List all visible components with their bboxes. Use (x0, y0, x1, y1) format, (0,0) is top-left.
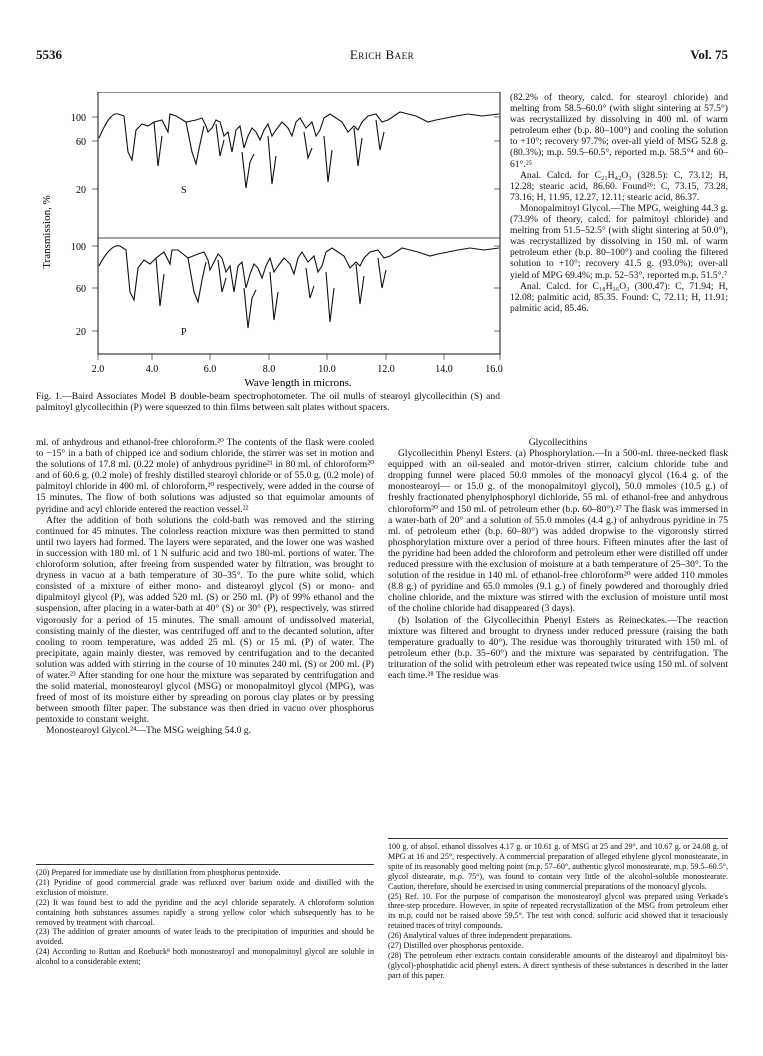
section-heading: Glycollecithins (528, 437, 588, 448)
running-header (36, 47, 728, 63)
footnote-rule-right (388, 838, 728, 839)
x-tick-10: 10.0 (318, 364, 336, 375)
y-tick-top-20: 20 (76, 185, 86, 196)
paragraph: (82.2% of theory, calcd. for stearoyl chloride) and melting from 58.5–60.0° (with slight sintering at 57.5°) was recrystallized by dissolving in 400 ml. of warm petroleum ether (b.p. 80–100°) and cooling the solution to +10°; recovery 97.7%; over-all yield of MSG 52.8 g. (80.3%); m.p. 59.5–60.5°, reported m.p. 58.5°⁴ and 60–61°.²⁵ (510, 92, 728, 170)
footnotes-left (36, 868, 374, 967)
paragraph-mpg: Monopalmitoyl Glycol.—The MPG, weighing 44.3 g. (73.9% of theory, calcd. for palmitoyl chloride) and melting from 51.5–52.5° (with slight sintering at 50.0°), was recrystallized by dissolving in 150 ml. of warm petroleum ether (b.p. 80–100°) and cooling the filtered solution to +10°; recovery 41.5 g. (93.0%); over-all yield of MPG 69.4%; m.p. 52–53°, reported m.p. 51.5°.⁷ (510, 202, 728, 281)
x-tick-6: 6.0 (203, 364, 217, 375)
y-tick-bottom-60: 60 (76, 284, 86, 295)
footnote-22: (22) It was found best to add the pyridine and the acyl chloride separately. A chloroform solution containing both substances assumes rapidly a strong yellow color which subsequently has to be removed by treatment with charcoal. (36, 897, 374, 927)
x-tick-12: 12.0 (377, 364, 395, 375)
paragraph: After the addition of both solutions the cold-bath was removed and the stirring continued for 45 minutes. The colorless reaction mixture was then permitted to stand until two layers had formed. The layers were separated, and the lower one was washed in succession with 180 ml. of 1 N sulfuric acid and two 180-ml. portions of water. The chloroform solution, after freeing from suspended water by filtration, was brought to dryness in vacuo at a bath temperature of 30–35°. To the pure white solid, which consisted of a mixture of either mono- and distearoyl glycol (S) or mono- and dipalmitoyl glycol (P), was added 520 ml. (S) or 250 ml. (P) of 99% ethanol and the suspension, after placing in a water-bath at 40° (S) or 30° (P), respectively, was stirred vigorously for a period of 15 minutes. The small amount of undissolved material, consisting mainly of the diester, was centrifuged off and to the decanted solution, after cooling to room temperature, was added 25 ml. (S) or 15 ml. (P) of water. The precipitate, again mainly diester, was removed by centrifugation and to the decanted solution was added with stirring in the course of 10 minutes 240 ml. (S) or 200 ml. (P) of water.²³ After standing for one hour the mixture was separated by centrifugation and the solid material, monostearoyl glycol (MSG) or monopalmitoyl glycol (MPG), was freed of most of its moisture either by spreading on porous clay plates or by pressing between smooth filter paper. The substance was then dried in vacuo over phosphorus pentoxide to constant weight. (36, 514, 374, 726)
analysis-msg: Anal. Calcd. for C₂₁H₄₂O₃ (328.5): C, 73.12; H, 12.28; stearic acid, 86.60. Found²⁶: C, 73.15, 73.28, 73.16; H, 11.95, 12.27, 12.11; stearic acid, 86.37. (510, 169, 728, 203)
x-tick-14: 14.0 (435, 364, 453, 375)
y-tick-bottom-100: 100 (71, 242, 86, 253)
page-number: 5536 (36, 47, 62, 62)
paragraph: ml. of anhydrous and ethanol-free chloroform.²⁰ The contents of the flask were cooled to −15° in a bath of chipped ice and sodium chloride, the stirrer was set in motion and the solutions of 17.8 ml. (0.22 mole) of anhydrous pyridine²¹ in 80 ml. of chloroform²⁰ and of 60.6 g. (0.2 mole) of freshly distilled stearoyl chloride or of 55.0 g. (0.2 mole) of palmitoyl chloride in 400 ml. of chloroform,²⁰ respectively, were added in the course of 15 minutes. The flow of both solutions was adjusted so that equimolar amounts of pyridine and acyl chloride entered the reaction vessel.²² (36, 437, 374, 515)
footnote-rule-left (36, 864, 374, 865)
footnote-25: (25) Ref. 10. For the purpose of comparison the monostearoyl glycol was prepared using Verkade's three-step procedure. However, in spite of repeated recrystallization of the MSG from petroleum ether its m.p. could not be raised above 59.5°. The test with concd. sulfuric acid showed that it tenaciously retained traces of trityl compounds. (388, 891, 728, 931)
right-top-text (510, 92, 728, 314)
x-axis-label: Wave length in microns. (244, 377, 352, 389)
footnote-20: (20) Prepared for immediate use by distillation from phosphorus pentoxide. (36, 868, 281, 877)
plot-frame (98, 92, 500, 354)
x-tick-4: 4.0 (145, 364, 159, 375)
x-tick-2: 2.0 (91, 364, 105, 375)
spectrum-trace-s (99, 112, 499, 160)
x-tick-16: 16.0 (485, 364, 503, 375)
x-tick-8: 8.0 (262, 364, 276, 375)
paragraph-isolation: (b) Isolation of the Glycollecithin Phenyl Esters as Reineckates.—The reaction mixture was filtered and brought to dryness under reduced pressure (raising the bath temperature gradually to 40°). The residue was thoroughly triturated with 150 ml. of petroleum ether (b.p. 35–60°) and the mixture was separated by centrifugation. The trituration of the solid with petroleum ether was repeated twice using 150 ml. of solvent each time.²⁸ The residue was (388, 614, 728, 681)
panel-label-s: S (181, 185, 187, 196)
panel-label-p: P (181, 327, 187, 338)
footnotes-right (388, 842, 728, 981)
footnote-28: (28) The petroleum ether extracts contain considerable amounts of the distearoyl and dipalmitoyl bis-(glycol)-phosphatidic acid phenyl esters. A direct synthesis of these substances is described in the latter part of this paper. (388, 950, 728, 980)
ir-spectra-figure (36, 92, 506, 392)
y-axis-label: Transmission, % (41, 195, 53, 269)
footnote-24-cont: 100 g. of absol. ethanol dissolves 4.17 g. or 10.61 g. of MSG at 25 and 29°, and 10.67 g. or 24.08 g. of MPG at 16 and 25°, respectively. A commercial preparation of alleged ethylene glycol monostearate, in spite of its reasonably good melting point (m.p. 57–60°, authentic glycol monostearate, m.p. 59.5–60.5°, glycol distearate, m.p. 75°), was found to contain very little of the alcohol-soluble monostearate. Caution, therefore, should be exercised in using commercial preparations of the monoacyl glycols. (388, 842, 728, 891)
y-tick-top-60: 60 (76, 137, 86, 148)
footnote-27: (27) Distilled over phosphorus pentoxide. (388, 941, 524, 951)
running-head-author: Erich Baer (349, 47, 415, 62)
figure-caption: Fig. 1.—Baird Associates Model B double-beam spectrophotometer. The oil mulls of stearoyl glycollecithin (S) and palmitoyl glycollecithin (P) were squeezed to thin films between salt plates without spacers. (36, 391, 500, 414)
paragraph-msg: Monostearoyl Glycol.²⁴—The MSG weighing 54.0 g. (46, 725, 252, 737)
footnote-23: (23) The addition of greater amounts of water leads to the precipitation of impurities and should be avoided. (36, 927, 374, 947)
right-column (388, 437, 728, 681)
footnote-26: (26) Analytical values of three independent preparations. (388, 931, 573, 941)
left-column (36, 437, 374, 737)
y-tick-top-100: 100 (71, 113, 86, 124)
footnote-24: (24) According to Ruttan and Roebuck⁸ both monostearoyl and monopalmitoyl glycol are soluble in alcohol to a considerable extent; (36, 947, 374, 967)
volume-label: Vol. 75 (690, 47, 728, 62)
footnote-21: (21) Pyridine of good commercial grade was refluxed over barium oxide and distilled with the exclusion of moisture. (36, 877, 374, 897)
analysis-mpg: Anal. Calcd. for C₁₈H₃₆O₃ (300.47): C, 71.94; H, 12.08; palmitic acid, 85.35. Found: C, 72.11; H, 11.91; palmitic acid, 85.46. (510, 280, 728, 314)
y-tick-bottom-20: 20 (76, 327, 86, 338)
paragraph-phosphorylation: Glycollecithin Phenyl Esters. (a) Phosphorylation.—In a 500-ml. three-necked flask equipped with an oil-sealed and motor-driven stirrer, calcium chloride tube and dropping funnel were placed 50.0 mmoles of the monoacyl glycol (16.4 g. of the monostearoyl— or 15.0 g. of the monopalmitoyl glycol), 50.0 mmoles (10.5 g.) of freshly fractionated phenylphosphoryl dichloride, 55 ml. of ethanol-free and anhydrous chloroform²⁰ and 150 ml. of petroleum ether (b.p. 60–80°).²⁷ The flask was immersed in a water-bath of 20° and a solution of 55.0 mmoles (4.4 g.) of anhydrous pyridine in 75 ml. of petroleum ether (b.p. 60–80°) was added dropwise to the vigorously stirred phosphorylation mixture over a period of three hours. Fifteen minutes after the last of the pyridine had been added the chloroform and petroleum ether were distilled off under reduced pressure with the exclusion of moisture at a bath temperature of 25–30°. To the solution of the residue in 140 ml. of ethanol-free chloroform²⁰ were added 110 mmoles (8.8 g.) of pyridine and 65.0 mmoles (9.1 g.) of finely powdered and thoroughly dried choline chloride, and the mixture was stirred with the exclusion of moisture until most of the choline chloride had disappeared (3 days). (388, 448, 728, 615)
